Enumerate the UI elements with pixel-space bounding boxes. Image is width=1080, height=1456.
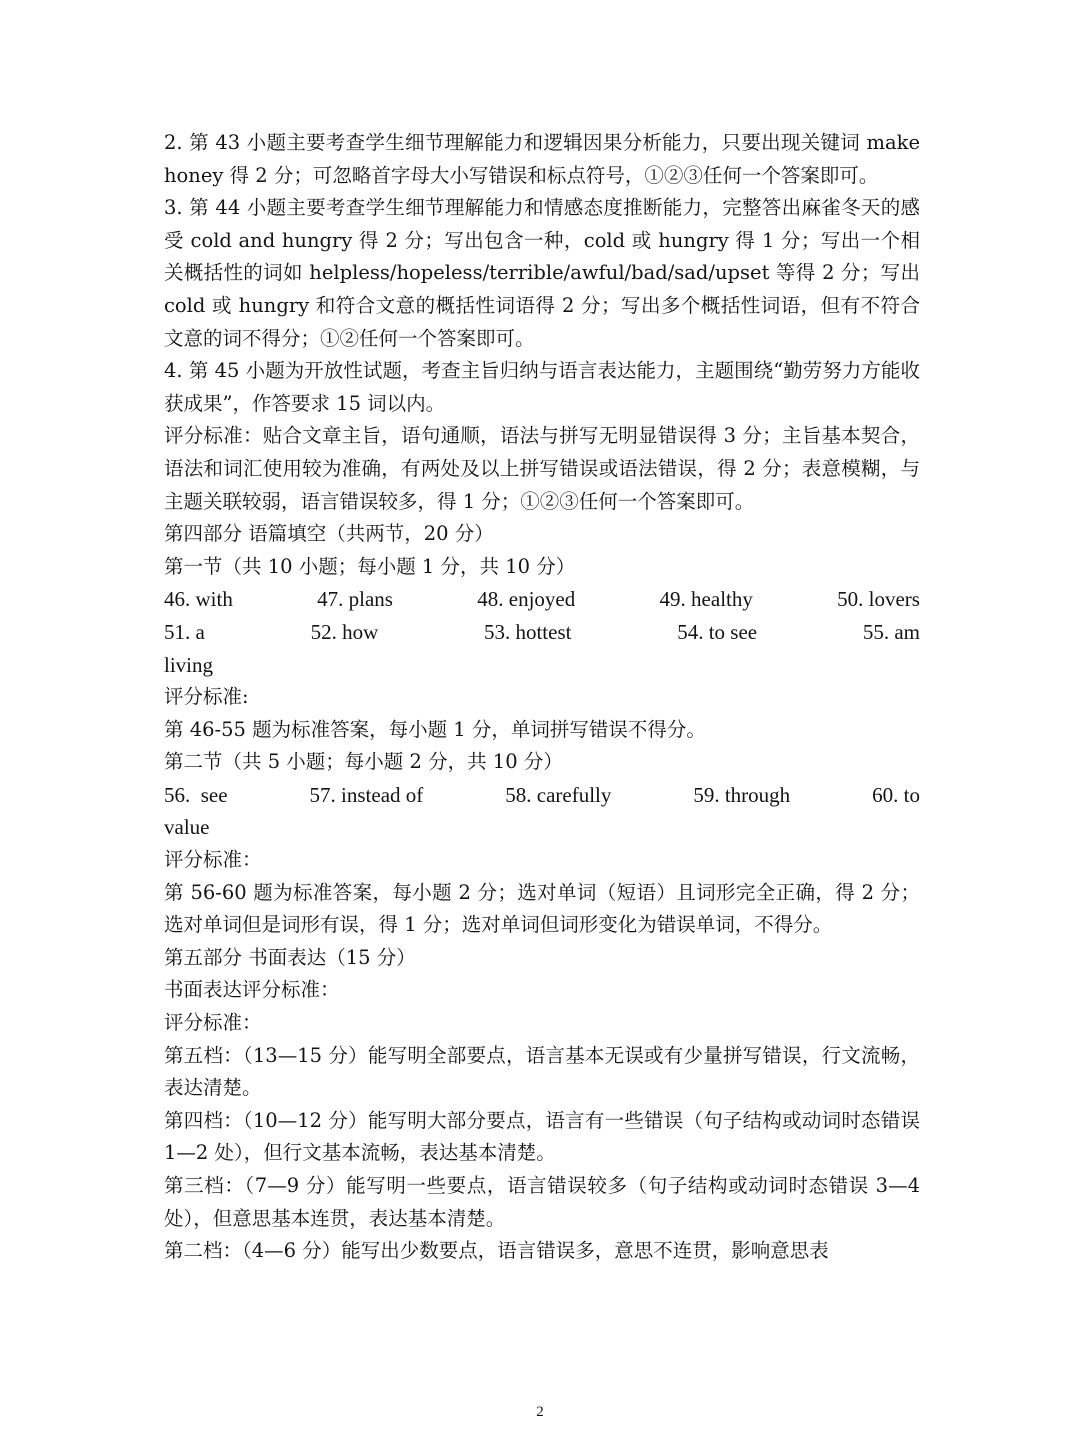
answer-60-wrap: value bbox=[164, 815, 210, 840]
writing-criteria-heading: 书面表达评分标准： bbox=[164, 978, 340, 1002]
answer-48: 48. enjoyed bbox=[477, 587, 576, 612]
page-number: 2 bbox=[536, 1404, 544, 1420]
answer-57: 57. instead of bbox=[309, 782, 424, 807]
items-56-60-grading: 第 56-60 题为标准答案，每小题 2 分；选对单词（短语）且词形完全正确，得 2 分；选对单词但是词形有误，得 1 分；选对单词但词形变化为错误单词，不得分。 bbox=[164, 880, 920, 937]
answers-row-56-60 bbox=[164, 779, 920, 812]
answer-54: 54. to see bbox=[677, 619, 758, 644]
answer-60: 60. to bbox=[872, 782, 920, 807]
criteria-label: 评分标准： bbox=[164, 848, 262, 872]
answer-46: 46. with bbox=[164, 587, 233, 612]
answers-row-46-50 bbox=[164, 583, 920, 616]
item-45-grading: 4. 第 45 小题为开放性试题，考查主旨归纳与语言表达能力，主题围绕“勤劳努力方能收获成果”，作答要求 15 词以内。 bbox=[164, 359, 920, 415]
grade-four-band: 第四档：（10—12 分）能写明大部分要点，语言有一些错误（句子结构或动词时态错误 1—2 处），但行文基本流畅，表达基本清楚。 bbox=[164, 1108, 920, 1165]
answer-53: 53. hottest bbox=[483, 619, 572, 644]
answer-55-wrap: living bbox=[164, 652, 214, 677]
grade-three-band: 第三档：（7—9 分）能写明一些要点，语言错误较多（句子结构或动词时态错误 3—4 处），但意思基本连贯，表达基本清楚。 bbox=[164, 1174, 920, 1230]
grade-two-band: 第二档：（4—6 分）能写出少数要点，语言错误多，意思不连贯，影响意思表 bbox=[164, 1239, 829, 1263]
answer-59: 59. through bbox=[693, 782, 791, 807]
items-46-55-grading: 第 46-55 题为标准答案，每小题 1 分，单词拼写错误不得分。 bbox=[164, 717, 706, 741]
item-43-grading: 2. 第 43 小题主要考查学生细节理解能力和逻辑因果分析能力，只要出现关键词 make honey 得 2 分；可忽略首字母大小写错误和标点符号，①②③任何一个答案即可。 bbox=[164, 131, 920, 187]
part-four-heading: 第四部分 语篇填空（共两节，20 分） bbox=[164, 522, 494, 546]
answer-55: 55. am bbox=[862, 619, 920, 644]
answer-58: 58. carefully bbox=[505, 782, 612, 807]
answer-47: 47. plans bbox=[317, 587, 393, 612]
item-44-grading: 3. 第 44 小题主要考查学生细节理解能力和情感态度推断能力，完整答出麻雀冬天的感受 cold and hungry 得 2 分；写出包含一种，cold 或 hungry 得 1 分；写出一个相关概括性的词如 helpless/hopeless/terrible/awful/bad/sad/upset 等得 2 分；写出 cold 或 hungry 和符合文意的概括性词语得 2 分；写出多个概括性词语，但有不符合文意的词不得分；①②任何一个答案即可。 bbox=[164, 196, 920, 350]
part-five-heading: 第五部分 书面表达（15 分） bbox=[164, 945, 416, 969]
section-one-heading: 第一节（共 10 小题；每小题 1 分，共 10 分） bbox=[164, 554, 576, 578]
section-two-heading: 第二节（共 5 小题；每小题 2 分，共 10 分） bbox=[164, 750, 563, 774]
answers-row-51-55 bbox=[164, 616, 920, 649]
answer-51: 51. a bbox=[164, 619, 205, 644]
answer-56: 56. see bbox=[164, 782, 228, 807]
grade-five-band: 第五档：（13—15 分）能写明全部要点，语言基本无误或有少量拼写错误，行文流畅，表达清楚。 bbox=[164, 1043, 920, 1100]
item-45-criteria: 评分标准：贴合文章主旨，语句通顺，语法与拼写无明显错误得 3 分；主旨基本契合，语法和词汇使用较为准确，有两处及以上拼写错误或语法错误，得 2 分；表意模糊，与主题关联较弱，语言错误较多，得 1 分；①②③任何一个答案即可。 bbox=[164, 424, 920, 513]
answer-49: 49. healthy bbox=[659, 587, 753, 612]
answer-50: 50. lovers bbox=[837, 587, 920, 612]
criteria-label: 评分标准： bbox=[164, 1011, 262, 1035]
criteria-label: 评分标准: bbox=[164, 685, 249, 709]
answer-52: 52. how bbox=[310, 619, 379, 644]
